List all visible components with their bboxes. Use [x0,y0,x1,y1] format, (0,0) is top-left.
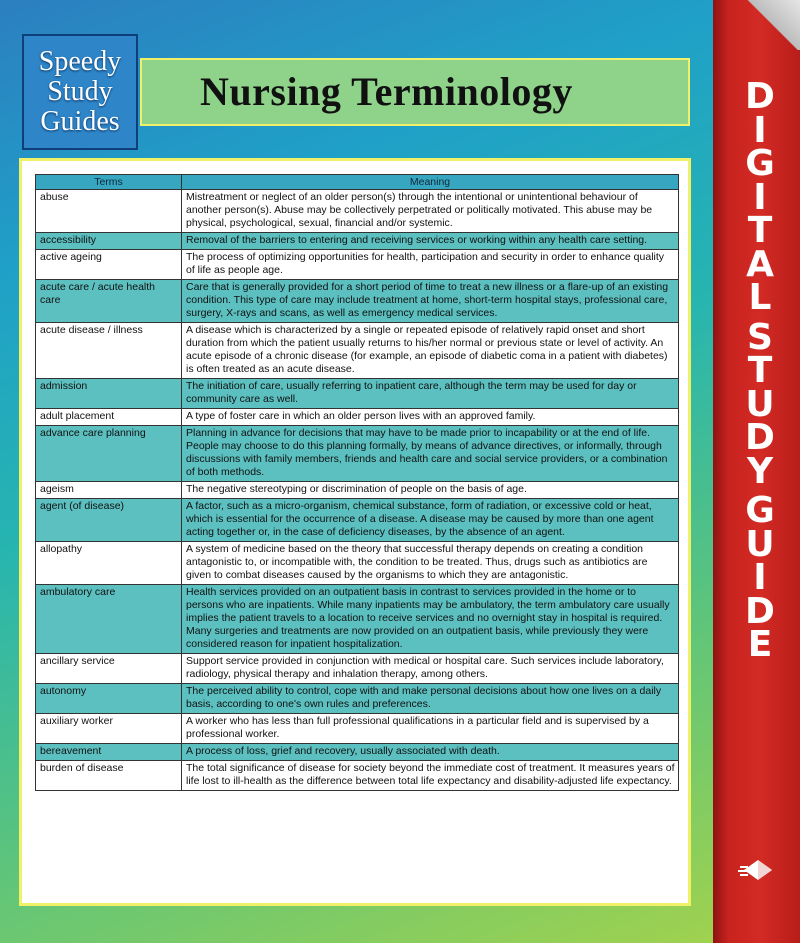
spine-letter: I [753,557,767,598]
meaning-cell: The negative stereotyping or discrimination of people on the basis of age. [182,482,679,499]
terminology-table [35,174,679,791]
spine-letter: L [748,277,772,318]
logo-line-1: Speedy [38,46,122,77]
table-row [36,684,679,714]
spine-text [740,76,780,665]
meaning-cell: A process of loss, grief and recovery, usually associated with death. [182,744,679,761]
meaning-cell: The total significance of disease for society beyond the immediate cost of treatment. It measures years of life lost to ill-health as the difference between total life expectancy and disability-adjusted life expectancy. [182,761,679,791]
term-cell: abuse [36,190,182,233]
table-row [36,233,679,250]
meaning-cell: A factor, such as a micro-organism, chemical substance, form of radiation, or excessive cold or heat, which is essential for the occurrence of a disease. A disease may be caused by more than one agent acting together or, in the case of deficiency diseases, by the absence of an agent. [182,499,679,542]
term-cell: acute disease / illness [36,323,182,379]
term-cell: autonomy [36,684,182,714]
spine-letter: D [745,76,775,117]
spine-letter: I [753,176,767,218]
term-cell: active ageing [36,250,182,280]
table-row [36,323,679,379]
table-row [36,379,679,409]
table-row [36,482,679,499]
term-cell: bereavement [36,744,182,761]
term-cell: advance care planning [36,426,182,482]
table-row [36,499,679,542]
terminology-panel [19,158,691,906]
term-cell: agent (of disease) [36,499,182,542]
meaning-cell: Care that is generally provided for a short period of time to treat a new illness or a flare-up of an existing condition. This type of care may include treatment at home, short-term hospital stays, professional care, surgery, X-rays and scans, as well as emergency medical services. [182,280,679,323]
table-row [36,585,679,654]
term-cell: ageism [36,482,182,499]
table-row [36,744,679,761]
meaning-cell: Support service provided in conjunction with medical or hospital care. Such services include laboratory, radiology, physical therapy and inhalation therapy, among others. [182,654,679,684]
spine-letter: T [747,210,773,251]
meaning-cell: The process of optimizing opportunities for health, participation and security in order to enhance quality of life as people age. [182,250,679,280]
table-row [36,761,679,791]
term-cell: acute care / acute health care [36,280,182,323]
term-cell: adult placement [36,409,182,426]
meaning-cell: Removal of the barriers to entering and receiving services or working within any health care setting. [182,233,679,250]
spine-letter: D [745,590,775,632]
meaning-cell: The perceived ability to control, cope with and make personal decisions about how one lives on a daily basis, according to one's own rules and preferences. [182,684,679,714]
terms-header: Terms [36,175,182,190]
meaning-cell: Mistreatment or neglect of an older person(s) through the intentional or unintentional behaviour of another person(s). Abuse may be collectively perpetrated or politically motivated. This abuse may be physical, psychological, sexual, financial and/or systemic. [182,190,679,233]
meaning-cell: A disease which is characterized by a single or repeated episode of relatively rapid onset and short duration from which the patient usually returns to his/her normal or previous state or level of activity. An acute episode of a chronic disease (for example, an episode of diabetic coma in a patient with diabetes) is often treated as an acute disease. [182,323,679,379]
spine-letter: I [753,109,767,151]
table-row [36,280,679,323]
page-title: Nursing Terminology [200,69,573,114]
spine-letter: A [746,243,774,285]
table-row [36,654,679,684]
meaning-cell: Health services provided on an outpatient basis in contrast to services provided in the home or to persons who are inpatients. While many inpatients may be ambulatory, the term ambulatory care usually implies the patient travels to a location to receive services and no overnight stay in hospital is required. Many surgeries and treatments are now provided on an outpatient basis, while previously they were considered reason for inpatient hospitalization. [182,585,679,654]
term-cell: ancillary service [36,654,182,684]
spine-letter: T [747,350,773,391]
spine-letter: S [747,316,773,358]
page-curl [735,0,800,50]
spine-letter: Y [746,450,774,492]
meaning-cell: A system of medicine based on the theory that successful therapy depends on creating a condition antagonistic to, or incompatible with, the condition to be treated. Thus, drugs such as antibiotics are given to combat diseases caused by the organisms to which they are antagonistic. [182,542,679,585]
title-banner [140,58,690,126]
term-cell: accessibility [36,233,182,250]
table-row [36,190,679,233]
spine-letter: G [745,143,775,184]
spine-letter: D [745,417,775,458]
spine-letter: E [747,624,773,665]
meaning-cell: The initiation of care, usually referring to inpatient care, although the term may be used for day or community care as well. [182,379,679,409]
term-cell: admission [36,379,182,409]
table-row [36,714,679,744]
speedy-study-guides-logo [22,34,138,150]
term-cell: burden of disease [36,761,182,791]
logo-line-2: Study [47,76,113,107]
table-header-row [36,175,679,190]
meaning-cell: Planning in advance for decisions that may have to be made prior to incapability or at the end of life. People may choose to do this planning formally, by means of advance directives, or informally, through discussions with family members, friends and health care and social service providers, or a combination of both methods. [182,426,679,482]
meaning-cell: A worker who has less than full professional qualifications in a particular field and is supervised by a professional worker. [182,714,679,744]
meaning-cell: A type of foster care in which an older person lives with an approved family. [182,409,679,426]
term-cell: ambulatory care [36,585,182,654]
spine-letter: U [745,383,775,425]
term-cell: allopathy [36,542,182,585]
term-cell: auxiliary worker [36,714,182,744]
book-arrow-icon [738,848,778,888]
table-row [36,250,679,280]
table-body [36,190,679,791]
logo-line-3: Guides [40,106,120,137]
table-row [36,426,679,482]
meaning-header: Meaning [182,175,679,190]
spine-letter: U [745,523,775,565]
table-row [36,409,679,426]
table-row [36,542,679,585]
spine-letter: G [745,490,775,531]
